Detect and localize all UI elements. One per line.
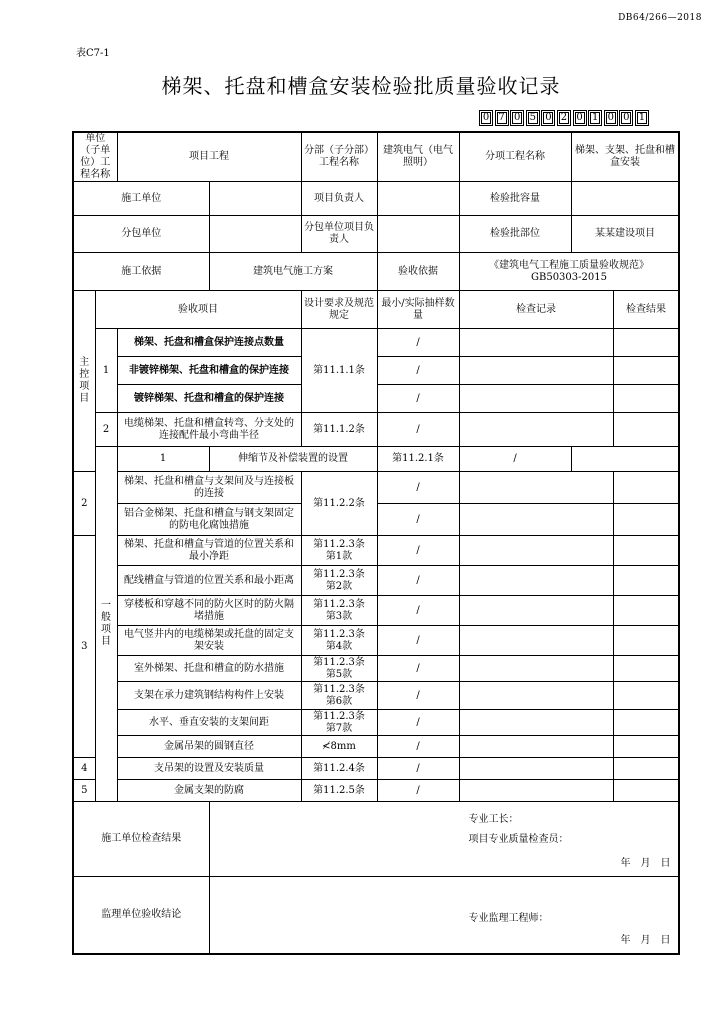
item-clause: 第11.2.2条: [301, 472, 377, 536]
item-number: 2: [95, 413, 117, 447]
supervision-engineer-label: 专业监理工程师：: [468, 913, 549, 924]
item-sample: /: [377, 626, 459, 656]
item-sample: /: [377, 566, 459, 596]
item-clause: 第11.2.1条: [377, 447, 459, 472]
item-record[interactable]: [459, 566, 613, 596]
item-record[interactable]: [459, 596, 613, 626]
item-number: 1: [95, 329, 117, 413]
clause-line: 第11.2.3条: [313, 598, 365, 610]
item-result[interactable]: [613, 736, 679, 758]
item-clause: 第11.2.5条: [301, 780, 377, 802]
code-digit: 1: [635, 110, 649, 126]
code-digit: 7: [495, 110, 509, 126]
item-description: 非镀锌梯架、托盘和槽盒的保护连接: [117, 357, 301, 385]
construction-basis-label: 施工依据: [73, 253, 209, 291]
item-record[interactable]: [459, 385, 613, 413]
item-sample: /: [377, 710, 459, 736]
item-description: 电气竖井内的电缆梯架或托盘的固定支架安装: [117, 626, 301, 656]
sub-pm-label: 分包单位项目负责人: [301, 216, 377, 253]
general-items-label: 一般项目: [95, 447, 117, 802]
item-description: 电缆梯架、托盘和槽盒转弯、分支处的连接配件最小弯曲半径: [117, 413, 301, 447]
code-digit: 0: [541, 110, 555, 126]
item-result[interactable]: [613, 357, 679, 385]
form-code: 表C7-1: [76, 48, 110, 59]
clause-line: 第11.2.3条: [313, 538, 365, 550]
item-sample: /: [377, 736, 459, 758]
standard-code: DB64/266—2018: [618, 13, 702, 23]
construction-basis-value[interactable]: 建筑电气施工方案: [209, 253, 377, 291]
item-result[interactable]: [613, 329, 679, 357]
item-clause: ≮8mm: [301, 736, 377, 758]
item-description: 支吊架的设置及安装质量: [117, 758, 301, 780]
clause-subline: 第2款: [325, 580, 353, 592]
item-record[interactable]: [459, 536, 613, 566]
item-result[interactable]: [613, 413, 679, 447]
item-sample: /: [377, 357, 459, 385]
item-clause: 第11.1.2条: [301, 413, 377, 447]
item-sample: /: [377, 758, 459, 780]
acceptance-basis-value[interactable]: [459, 253, 679, 291]
item-result[interactable]: [613, 472, 679, 504]
item-description: 铝合金梯架、托盘和槽盒与钢支架固定的防电化腐蚀措施: [117, 504, 301, 536]
sub-item-value[interactable]: 梯架、支架、托盘和槽盒安装: [571, 132, 679, 182]
item-description: 金属支架的防腐: [117, 780, 301, 802]
item-result[interactable]: [613, 710, 679, 736]
item-record[interactable]: [459, 736, 613, 758]
code-digit: 5: [526, 110, 540, 126]
clause-line: 第11.2.3条: [313, 568, 365, 580]
contractor-value[interactable]: [209, 182, 301, 216]
item-number: 4: [73, 758, 95, 780]
item-sample: /: [377, 536, 459, 566]
item-result[interactable]: [613, 682, 679, 710]
batch-location-label: 检验批部位: [459, 216, 571, 253]
item-record[interactable]: [459, 413, 613, 447]
clause-line: 第11.2.3条: [313, 683, 365, 695]
item-result[interactable]: [613, 758, 679, 780]
item-clause: [301, 682, 377, 710]
item-sample: /: [377, 329, 459, 357]
item-result[interactable]: [613, 626, 679, 656]
clause-subline: 第7款: [325, 722, 353, 734]
code-digit: 0: [573, 110, 587, 126]
col-header-record: 检查记录: [459, 291, 613, 329]
clause-line: 第11.2.3条: [313, 628, 365, 640]
item-description: 梯架、托盘和槽盒保护连接点数量: [117, 329, 301, 357]
item-clause: [301, 536, 377, 566]
item-result[interactable]: [613, 385, 679, 413]
item-sample: /: [377, 385, 459, 413]
project-manager-value[interactable]: [377, 182, 459, 216]
item-description: 伸缩节及补偿装置的设置: [209, 447, 377, 472]
item-number: 1: [117, 447, 209, 472]
item-record[interactable]: [571, 447, 679, 472]
code-digit: 1: [588, 110, 602, 126]
item-record[interactable]: [459, 656, 613, 682]
clause-line: 第11.2.3条: [313, 656, 365, 668]
item-record[interactable]: [459, 472, 613, 504]
project-manager-label: 项目负责人: [301, 182, 377, 216]
item-sample: /: [377, 682, 459, 710]
item-clause: [301, 566, 377, 596]
supervision-date: 年 月 日: [620, 935, 671, 946]
col-header-result: 检查结果: [613, 291, 679, 329]
check-result-label: 施工单位检查结果: [73, 802, 209, 877]
item-description: 支架在承力建筑钢结构构件上安装: [117, 682, 301, 710]
item-description: 室外梯架、托盘和槽盒的防水措施: [117, 656, 301, 682]
item-sample: /: [377, 504, 459, 536]
acceptance-basis-label: 验收依据: [377, 253, 459, 291]
clause-line: 第11.2.3条: [313, 710, 365, 722]
unit-name-value[interactable]: 项目工程: [117, 132, 301, 182]
supervision-area[interactable]: [209, 877, 679, 955]
item-record[interactable]: [459, 329, 613, 357]
item-record[interactable]: [459, 780, 613, 802]
item-clause: [301, 710, 377, 736]
item-result[interactable]: [613, 566, 679, 596]
batch-location-value[interactable]: 某某建设项目: [571, 216, 679, 253]
col-header-sample: 最小/实际抽样数量: [377, 291, 459, 329]
item-description: 配线槽盒与管道的位置关系和最小距离: [117, 566, 301, 596]
foreman-label: 专业工长：: [468, 814, 519, 825]
item-number: 3: [73, 536, 95, 758]
item-clause: [301, 656, 377, 682]
item-sample: /: [377, 413, 459, 447]
acceptance-standard-name: 《建筑电气工程施工质量验收规范》: [489, 259, 649, 271]
item-sample: /: [377, 596, 459, 626]
unit-name-label: 单位（子单位）工程名称: [73, 132, 117, 182]
col-header-item: 验收项目: [95, 291, 301, 329]
item-record[interactable]: [459, 357, 613, 385]
item-result[interactable]: [613, 536, 679, 566]
item-result[interactable]: [613, 596, 679, 626]
code-digit: 0: [479, 110, 493, 126]
code-digit: 0: [619, 110, 633, 126]
item-clause: [301, 626, 377, 656]
item-clause: 第11.2.4条: [301, 758, 377, 780]
subdivision-value[interactable]: 建筑电气（电气照明）: [377, 132, 459, 182]
item-description: 镀锌梯架、托盘和槽盒的保护连接: [117, 385, 301, 413]
item-clause: 第11.1.1条: [301, 329, 377, 413]
item-description: 金属吊架的圆钢直径: [117, 736, 301, 758]
clause-subline: 第4款: [325, 640, 353, 652]
code-digit: 0: [510, 110, 524, 126]
main-items-label: 主控项目: [73, 291, 95, 472]
subdivision-label: 分部（子分部）工程名称: [301, 132, 377, 182]
item-number: 2: [73, 472, 95, 536]
item-sample: /: [377, 656, 459, 682]
item-result[interactable]: [613, 504, 679, 536]
check-result-area[interactable]: [209, 802, 679, 877]
item-record[interactable]: [459, 504, 613, 536]
item-record[interactable]: [459, 758, 613, 780]
item-sample: /: [459, 447, 571, 472]
item-description: 梯架、托盘和槽盒与支架间及与连接板的连接: [117, 472, 301, 504]
acceptance-standard-code: GB50303-2015: [531, 271, 607, 283]
item-number: 5: [73, 780, 95, 802]
code-box-row: [479, 110, 651, 126]
item-sample: /: [377, 472, 459, 504]
sub-item-label: 分项工程名称: [459, 132, 571, 182]
batch-capacity-value[interactable]: [571, 182, 679, 216]
clause-subline: 第1款: [325, 550, 353, 562]
code-digit: 0: [604, 110, 618, 126]
supervision-label: 监理单位验收结论: [73, 877, 209, 955]
check-date: 年 月 日: [620, 858, 671, 869]
code-digit: 2: [557, 110, 571, 126]
item-description: 梯架、托盘和槽盒与管道的位置关系和最小净距: [117, 536, 301, 566]
subcontractor-label: 分包单位: [73, 216, 209, 253]
item-record[interactable]: [459, 626, 613, 656]
page-title: 梯架、托盘和槽盒安装检验批质量验收记录: [161, 74, 561, 98]
item-description: 水平、垂直安装的支架间距: [117, 710, 301, 736]
clause-subline: 第3款: [325, 610, 353, 622]
subcontractor-value[interactable]: [209, 216, 301, 253]
item-result[interactable]: [613, 780, 679, 802]
col-header-design: 设计要求及规范规定: [301, 291, 377, 329]
sub-pm-value[interactable]: [377, 216, 459, 253]
batch-capacity-label: 检验批容量: [459, 182, 571, 216]
item-record[interactable]: [459, 682, 613, 710]
inspection-table: [72, 131, 680, 955]
contractor-label: 施工单位: [73, 182, 209, 216]
item-result[interactable]: [613, 656, 679, 682]
quality-inspector-label: 项目专业质量检查员：: [468, 834, 569, 845]
clause-subline: 第5款: [325, 668, 353, 680]
item-clause: [301, 596, 377, 626]
item-description: 穿楼板和穿越不同的防火区时的防火隔堵措施: [117, 596, 301, 626]
clause-subline: 第6款: [325, 695, 353, 707]
item-sample: /: [377, 780, 459, 802]
item-record[interactable]: [459, 710, 613, 736]
